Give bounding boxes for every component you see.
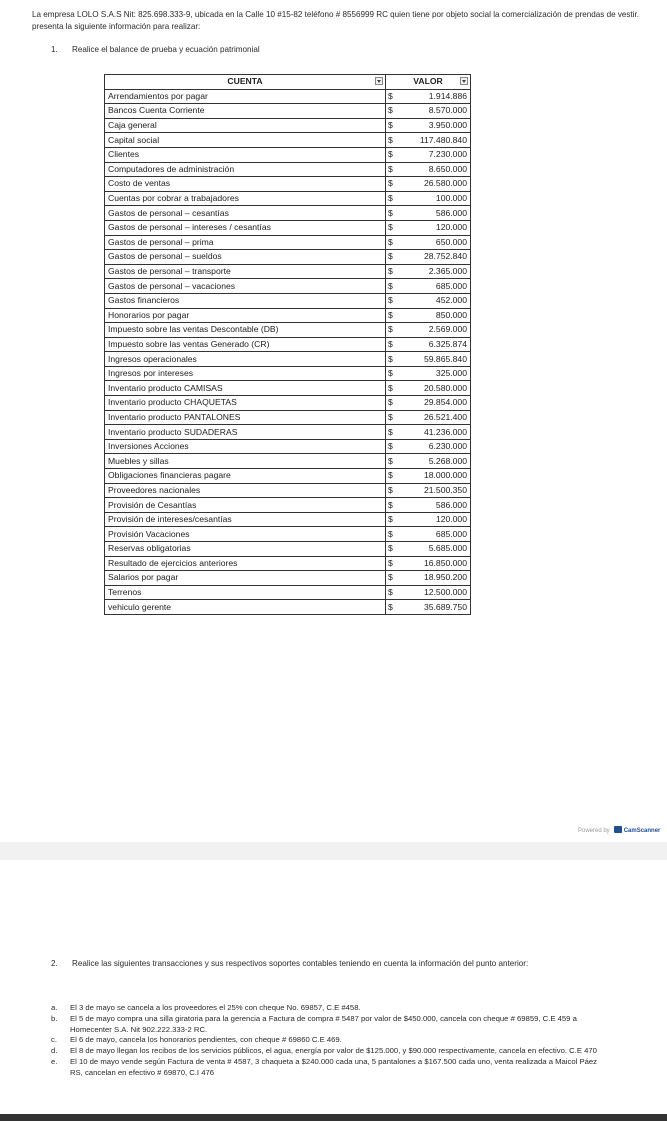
table-row	[105, 527, 471, 542]
scanned-page-2	[0, 860, 667, 1121]
item-letter: d.	[51, 1046, 58, 1056]
account-value: 6.230.000	[400, 439, 471, 454]
table-row	[105, 177, 471, 192]
account-name: Costo de ventas	[105, 177, 386, 192]
account-name: Gastos de personal – sueldos	[105, 250, 386, 265]
account-name: Gastos de personal – transporte	[105, 264, 386, 279]
account-name: Bancos Cuenta Corriente	[105, 104, 386, 119]
account-name: Obligaciones financieras pagare	[105, 469, 386, 484]
item-text: El 8 de mayo llegan los recibos de los servicios públicos, el agua, energía por valor de $125.000, y $90.000 respectivamente, cancela en efectivo. C.E 470	[70, 1046, 597, 1056]
account-value: 452.000	[400, 293, 471, 308]
account-value: 35.689.750	[400, 600, 471, 615]
table-row	[105, 206, 471, 221]
currency-symbol: $	[386, 323, 400, 338]
account-value: 2.365.000	[400, 264, 471, 279]
account-value: 21.500.350	[400, 483, 471, 498]
account-value: 20.580.000	[400, 381, 471, 396]
currency-symbol: $	[386, 527, 400, 542]
account-name: Gastos financieros	[105, 293, 386, 308]
currency-symbol: $	[386, 220, 400, 235]
bottom-scroll-bar[interactable]	[0, 1114, 667, 1121]
account-name: Gastos de personal – prima	[105, 235, 386, 250]
currency-symbol: $	[386, 89, 400, 104]
list-item	[51, 1046, 611, 1057]
account-value: 8.570.000	[400, 104, 471, 119]
currency-symbol: $	[386, 177, 400, 192]
currency-symbol: $	[386, 439, 400, 454]
account-name: Impuesto sobre las ventas Descontable (DB)	[105, 323, 386, 338]
currency-symbol: $	[386, 542, 400, 557]
balance-table	[104, 74, 471, 615]
table-row	[105, 381, 471, 396]
account-value: 120.000	[400, 220, 471, 235]
account-name: Provisión de intereses/cesantías	[105, 512, 386, 527]
account-value: 1.914.886	[400, 89, 471, 104]
item-letter: b.	[51, 1013, 58, 1023]
account-value: 8.650.000	[400, 162, 471, 177]
table-row	[105, 104, 471, 119]
account-name: Resultado de ejercicios anteriores	[105, 556, 386, 571]
page-separator	[0, 842, 667, 860]
account-name: Computadores de administración	[105, 162, 386, 177]
account-name: Honorarios por pagar	[105, 308, 386, 323]
currency-symbol: $	[386, 469, 400, 484]
currency-symbol: $	[386, 366, 400, 381]
currency-symbol: $	[386, 279, 400, 294]
currency-symbol: $	[386, 133, 400, 148]
account-name: Gastos de personal – cesantías	[105, 206, 386, 221]
account-name: Ingresos por intereses	[105, 366, 386, 381]
table-row	[105, 293, 471, 308]
currency-symbol: $	[386, 147, 400, 162]
account-name: Muebles y sillas	[105, 454, 386, 469]
currency-symbol: $	[386, 454, 400, 469]
account-name: Inventario producto CHAQUETAS	[105, 396, 386, 411]
table-row	[105, 308, 471, 323]
table-row	[105, 133, 471, 148]
question-2	[51, 959, 528, 968]
item-letter: a.	[51, 1003, 58, 1012]
currency-symbol: $	[386, 235, 400, 250]
account-value: 117.480.840	[400, 133, 471, 148]
account-value: 59.865.840	[400, 352, 471, 367]
item-text: El 10 de mayo vende según Factura de venta # 4587, 3 chaqueta a $240.000 cada una, 5 pantalones a $167.500 cada uno, venta realizada a Maicol Páez RS, cancelan en efectivo # 69870, C.I 476	[70, 1056, 597, 1077]
table-row	[105, 118, 471, 133]
account-name: Inventario producto CAMISAS	[105, 381, 386, 396]
account-value: 100.000	[400, 191, 471, 206]
table-row	[105, 512, 471, 527]
account-value: 41.236.000	[400, 425, 471, 440]
account-value: 18.950.200	[400, 571, 471, 586]
column-header-cuenta-label: CUENTA	[227, 76, 263, 87]
table-row	[105, 191, 471, 206]
account-name: Gastos de personal – intereses / cesantías	[105, 220, 386, 235]
currency-symbol: $	[386, 600, 400, 615]
table-header-row	[105, 75, 471, 90]
account-name: Inventario producto SUDADERAS	[105, 425, 386, 440]
currency-symbol: $	[386, 264, 400, 279]
powered-by-text: Powered by	[578, 828, 610, 834]
table-row	[105, 600, 471, 615]
currency-symbol: $	[386, 556, 400, 571]
question-2-number: 2.	[51, 959, 58, 968]
filter-dropdown-icon[interactable]	[460, 77, 468, 85]
account-name: Arrendamientos por pagar	[105, 89, 386, 104]
currency-symbol: $	[386, 512, 400, 527]
account-name: Capital social	[105, 133, 386, 148]
currency-symbol: $	[386, 104, 400, 119]
account-value: 685.000	[400, 527, 471, 542]
table-row	[105, 264, 471, 279]
account-value: 685.000	[400, 279, 471, 294]
list-item	[51, 1014, 611, 1036]
table-row	[105, 250, 471, 265]
table-row	[105, 571, 471, 586]
currency-symbol: $	[386, 425, 400, 440]
currency-symbol: $	[386, 381, 400, 396]
table-row	[105, 410, 471, 425]
item-letter: c.	[51, 1035, 57, 1045]
question-2-text: Realice las siguientes transacciones y sus respectivos soportes contables teniendo en cuenta la información del punto anterior:	[72, 959, 529, 968]
table-row	[105, 323, 471, 338]
currency-symbol: $	[386, 206, 400, 221]
currency-symbol: $	[386, 498, 400, 513]
account-value: 325.000	[400, 366, 471, 381]
column-header-valor-label: VALOR	[413, 76, 443, 87]
account-value: 29.854.000	[400, 396, 471, 411]
account-value: 850.000	[400, 308, 471, 323]
table-row	[105, 337, 471, 352]
table-row	[105, 498, 471, 513]
account-name: Impuesto sobre las ventas Generado (CR)	[105, 337, 386, 352]
table-row	[105, 469, 471, 484]
item-letter: e.	[51, 1056, 58, 1066]
currency-symbol: $	[386, 118, 400, 133]
list-item	[51, 1035, 611, 1046]
currency-symbol: $	[386, 162, 400, 177]
table-row	[105, 235, 471, 250]
account-name: Gastos de personal – vacaciones	[105, 279, 386, 294]
currency-symbol: $	[386, 571, 400, 586]
account-value: 3.950.000	[400, 118, 471, 133]
table-row	[105, 147, 471, 162]
question-1-number: 1.	[51, 45, 58, 54]
list-item	[51, 1003, 611, 1014]
account-value: 16.850.000	[400, 556, 471, 571]
currency-symbol: $	[386, 293, 400, 308]
currency-symbol: $	[386, 483, 400, 498]
account-value: 586.000	[400, 206, 471, 221]
table-row	[105, 425, 471, 440]
table-row	[105, 366, 471, 381]
account-name: Ingresos operacionales	[105, 352, 386, 367]
camscanner-brand: CamScanner	[623, 828, 661, 834]
currency-symbol: $	[386, 396, 400, 411]
table-row	[105, 556, 471, 571]
account-name: vehiculo gerente	[105, 600, 386, 615]
currency-symbol: $	[386, 337, 400, 352]
camscanner-logo-icon	[614, 826, 622, 833]
currency-symbol: $	[386, 191, 400, 206]
question-1-text: Realice el balance de prueba y ecuación patrimonial	[72, 45, 260, 54]
account-name: Reservas obligatorias	[105, 542, 386, 557]
account-name: Proveedores nacionales	[105, 483, 386, 498]
account-value: 6.325.874	[400, 337, 471, 352]
table-row	[105, 454, 471, 469]
table-row	[105, 542, 471, 557]
account-name: Inversiones Acciones	[105, 439, 386, 454]
table-row	[105, 585, 471, 600]
currency-symbol: $	[386, 250, 400, 265]
account-value: 586.000	[400, 498, 471, 513]
table-row	[105, 89, 471, 104]
account-name: Salarios por pagar	[105, 571, 386, 586]
filter-dropdown-icon[interactable]	[375, 77, 383, 85]
list-item	[51, 1057, 611, 1079]
column-header-valor	[386, 75, 471, 90]
account-value: 26.580.000	[400, 177, 471, 192]
account-value: 5.268.000	[400, 454, 471, 469]
transaction-list	[51, 1003, 611, 1079]
table-row	[105, 439, 471, 454]
account-value: 18.000.000	[400, 469, 471, 484]
account-value: 5.685.000	[400, 542, 471, 557]
account-name: Provisión de Cesantías	[105, 498, 386, 513]
column-header-cuenta	[105, 75, 386, 90]
intro-paragraph: La empresa LOLO S.A.S Nit: 825.698.333-9, ubicada en la Calle 10 #15-82 teléfono # 8556999 RC quien tiene por objeto social la comercialización de prendas de vestir. presenta la siguiente información para realizar:	[32, 10, 639, 31]
table-row	[105, 483, 471, 498]
item-text: El 5 de mayo compra una silla giratoria para la gerencia a Factura de compra # 5487 por valor de $450.000, cancela con cheque # 69859, C.E 459 a Homecenter S.A. Nit 902.222.333-2 RC.	[70, 1013, 577, 1034]
powered-by-footer	[578, 826, 660, 834]
currency-symbol: $	[386, 410, 400, 425]
currency-symbol: $	[386, 352, 400, 367]
account-value: 12.500.000	[400, 585, 471, 600]
account-value: 28.752.840	[400, 250, 471, 265]
table-row	[105, 352, 471, 367]
item-text: El 3 de mayo se cancela a los proveedores el 25% con cheque No. 69857, C.E #458.	[70, 1003, 361, 1012]
account-value: 26.521.400	[400, 410, 471, 425]
table-row	[105, 220, 471, 235]
table-row	[105, 279, 471, 294]
item-text: El 6 de mayo, cancela los honorarios pendientes, con cheque # 69860 C.E 469.	[70, 1035, 342, 1045]
account-name: Terrenos	[105, 585, 386, 600]
account-name: Provisión Vacaciones	[105, 527, 386, 542]
account-name: Cuentas por cobrar a trabajadores	[105, 191, 386, 206]
currency-symbol: $	[386, 308, 400, 323]
account-name: Caja general	[105, 118, 386, 133]
account-value: 2.569.000	[400, 323, 471, 338]
question-1	[51, 45, 260, 54]
account-value: 7.230.000	[400, 147, 471, 162]
table-row	[105, 162, 471, 177]
account-name: Inventario producto PANTALONES	[105, 410, 386, 425]
account-value: 120.000	[400, 512, 471, 527]
account-name: Clientes	[105, 147, 386, 162]
account-value: 650.000	[400, 235, 471, 250]
table-body	[105, 89, 471, 614]
table-row	[105, 396, 471, 411]
currency-symbol: $	[386, 585, 400, 600]
